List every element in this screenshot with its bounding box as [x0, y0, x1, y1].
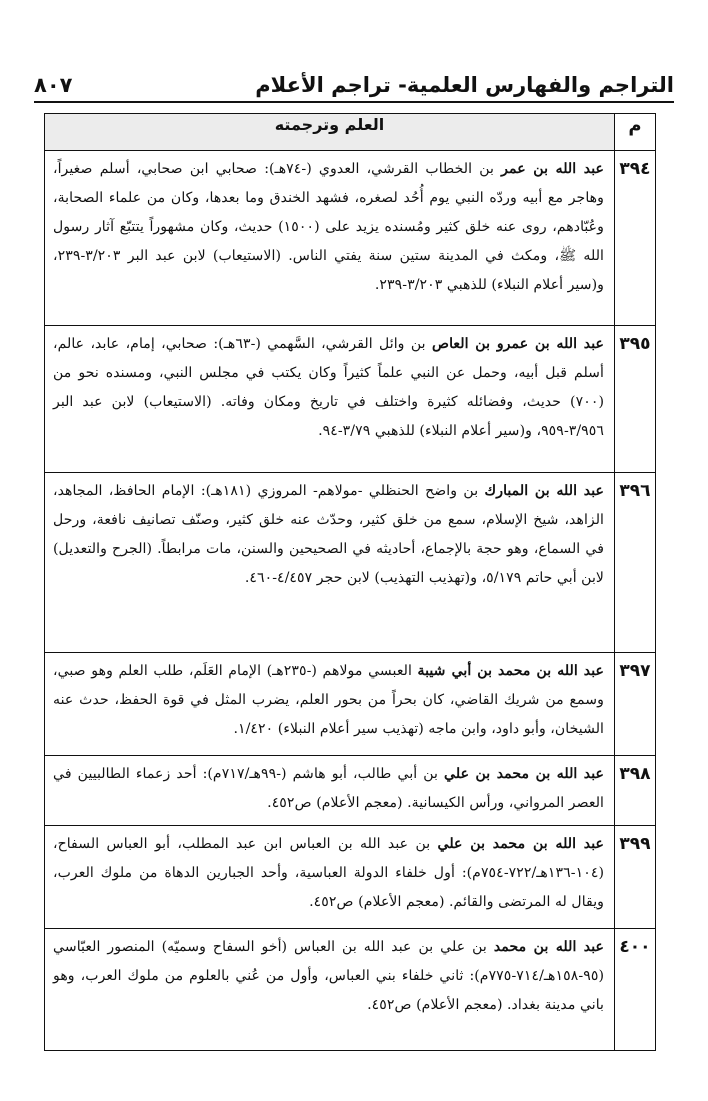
table-row — [45, 756, 656, 826]
table-row — [45, 326, 656, 473]
entry-name: عبد الله بن محمد بن علي — [444, 766, 605, 782]
entry-biography — [45, 929, 615, 1051]
entry-name: عبد الله بن محمد بن علي — [437, 836, 604, 852]
entry-number: ٣٩٩ — [615, 826, 656, 929]
entry-text: بن وائل القرشي، السَّهمي (-٦٣هـ): صحابي، إمام، عابد، عالم، أسلم قبل أبيه، وحمل عن النبي علماً كثيراً وكان يكتب في مجلس النبي، ومسنده نحو من (٧٠٠) حديث، وفضائله كثيرة واختلف في تاريخ ومكان وفاته. (الاستيعاب) لابن عبد البر ٣/٩٥٦-٩٥٩، و(سير أعلام النبلاء) للذهبي ٣/٧٩-٩٤. — [53, 336, 604, 439]
entry-text: بن الخطاب القرشي، العدوي (-٧٤هـ): صحابي ابن صحابي، أسلم صغيراً، وهاجر مع أبيه وردّه النبي يوم أُحُد لصغره، فشهد الخندق وما بعدها، وكان من علماء الصحابة، وعُبّادهم، روى عنه خلق كثير ومُسنده يزيد على (١٥٠٠) حديث، وكان مشهوراً يتتبّع آثار رسول الله ﷺ، ومكث في المدينة ستين سنة يفتي الناس. (الاستيعاب) لابن عبد البر ٣/٢٠٣-٢٣٩، و(سير أعلام النبلاء) للذهبي ٣/٢٠٣-٢٣٩. — [53, 161, 604, 293]
table-row — [45, 473, 656, 653]
entry-biography — [45, 756, 615, 826]
entry-text: بن واضح الحنظلي -مولاهم- المروزي (١٨١هـ): الإمام الحافظ، المجاهد، الزاهد، شيخ الإسلام، سمع من خلق كثير، وحدّث عنه خلق كثير، وصنّف تصانيف نافعة، ورحل في السماع، وهو حجة بالإجماع، أحاديثه في الصحيحين والسنن، مات مرابطاً. (الجرح والتعديل) لابن أبي حاتم ٥/١٧٩، و(تهذيب التهذيب) لابن حجر ٤/٤٥٧-٤٦٠. — [53, 483, 604, 586]
entry-text: بن علي بن عبد الله بن العباس (أخو السفاح وسميّه) المنصور العبّاسي (٩٥-١٥٨هـ/٧١٤-٧٧٥م): ثاني خلفاء بني العباس، وأول من عُني بالعلوم من ملوك العرب، وهو باني مدينة بغداد. (معجم الأعلام) ص٤٥٢. — [53, 939, 604, 1013]
entry-number: ٣٩٦ — [615, 473, 656, 653]
column-header-biography: العلم وترجمته — [45, 114, 615, 151]
table-row — [45, 151, 656, 326]
entry-number: ٣٩٤ — [615, 151, 656, 326]
column-header-number: م — [615, 114, 656, 151]
entry-number: ٣٩٨ — [615, 756, 656, 826]
entry-text: بن عبد الله بن العباس ابن عبد المطلب، أبو العباس السفاح، (١٠٤-١٣٦هـ/٧٢٢-٧٥٤م): أول خلفاء الدولة العباسية، وأحد الجبارين الدهاة من ملوك العرب، ويقال له المرتضى والقائم. (معجم الأعلام) ص٤٥٢. — [53, 836, 604, 910]
entry-name: عبد الله بن عمر — [501, 161, 604, 177]
entry-biography — [45, 151, 615, 326]
entry-biography — [45, 653, 615, 756]
entry-name: عبد الله بن محمد بن أبي شيبة — [417, 663, 604, 679]
entry-number: ٤٠٠ — [615, 929, 656, 1051]
entry-number: ٣٩٧ — [615, 653, 656, 756]
running-header — [34, 70, 674, 100]
entry-name: عبد الله بن محمد — [493, 939, 604, 955]
header-title: التراجم والفهارس العلمية- تراجم الأعلام — [255, 73, 674, 97]
table-row — [45, 653, 656, 756]
entry-text: العبسي مولاهم (-٢٣٥هـ) الإمام العَلَم، طلب العلم وهو صبي، وسمع من شريك القاضي، كان بحراً من بحور العلم، يضرب المثل في قوة الحفظ، حدث عنه الشيخان، وأبو داود، وابن ماجه (تهذيب سير أعلام النبلاء) ١/٤٢٠. — [53, 663, 604, 737]
entry-biography — [45, 326, 615, 473]
table-row — [45, 826, 656, 929]
entry-text: بن أبي طالب، أبو هاشم (-٩٩هـ/٧١٧م): أحد زعماء الطالبيين في العصر المرواني، ورأس الكيسانية. (معجم الأعلام) ص٤٥٢. — [53, 766, 604, 811]
entry-name: عبد الله بن عمرو بن العاص — [431, 336, 604, 352]
entry-name: عبد الله بن المبارك — [484, 483, 604, 499]
table-row — [45, 929, 656, 1051]
table-header-row — [45, 114, 656, 151]
biography-table — [44, 113, 656, 1051]
entry-number: ٣٩٥ — [615, 326, 656, 473]
entry-biography — [45, 826, 615, 929]
page-number: ٨٠٧ — [34, 73, 73, 97]
entry-biography — [45, 473, 615, 653]
header-rule — [34, 101, 674, 103]
